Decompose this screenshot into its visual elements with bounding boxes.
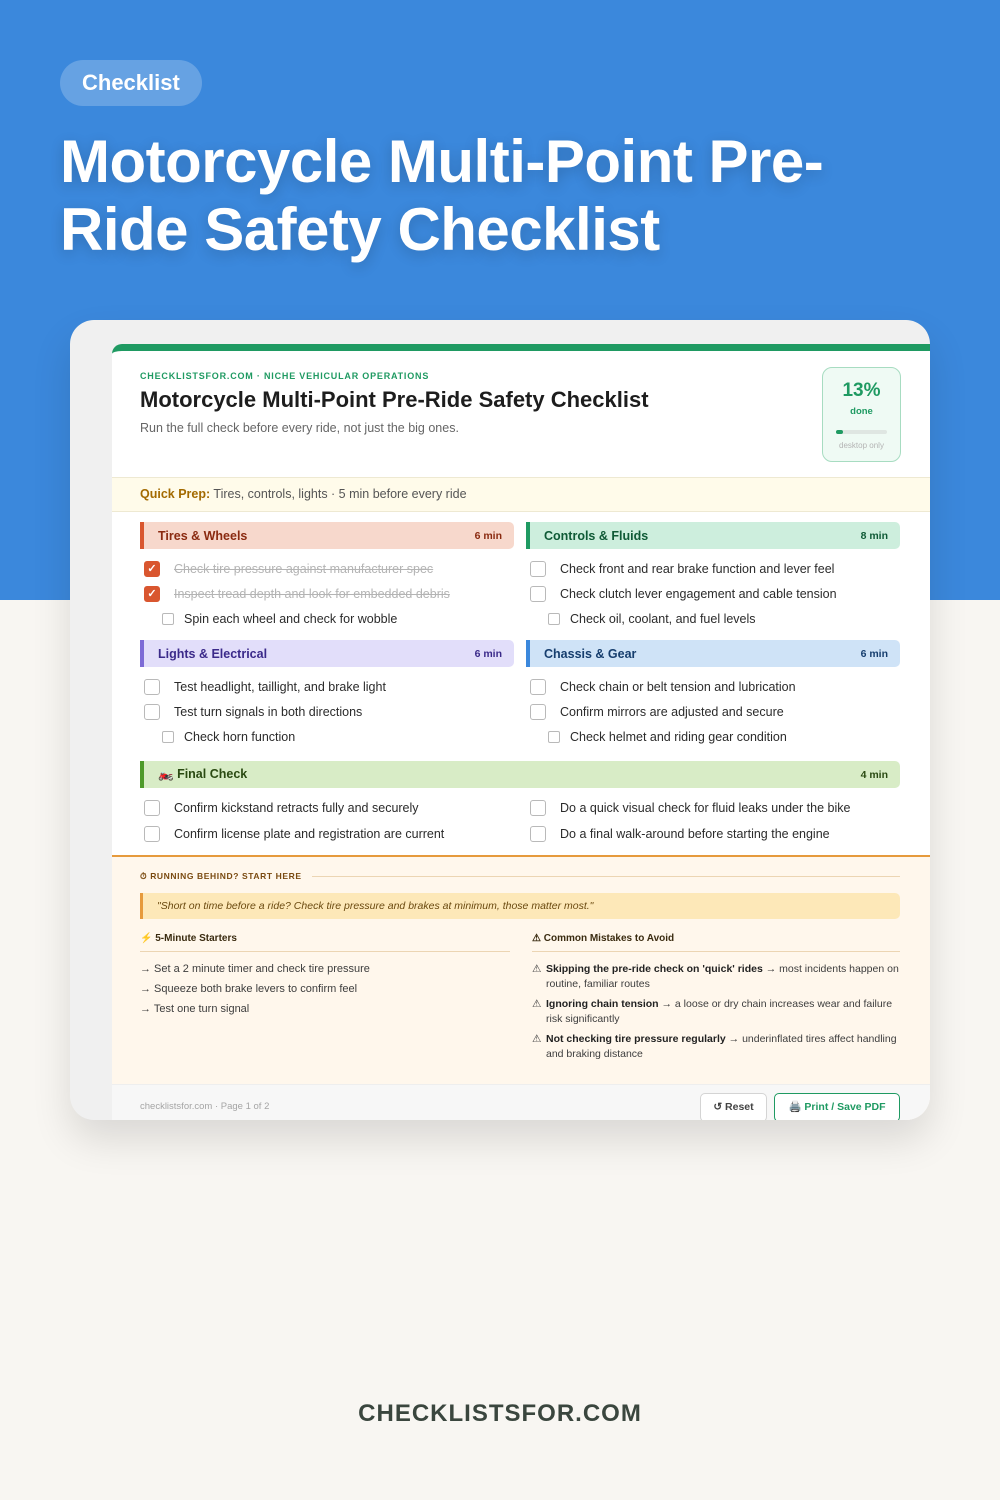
checklist-item-label: Check oil, coolant, and fuel levels <box>570 611 756 626</box>
warning-icon: ⚠ <box>532 998 542 1010</box>
warning-icon: ⚠ <box>532 1033 542 1045</box>
checklist-item[interactable] <box>526 606 900 631</box>
checkbox[interactable] <box>530 826 546 842</box>
mistake-title: Ignoring chain tension <box>546 998 659 1010</box>
checkbox[interactable] <box>144 826 160 842</box>
checkbox[interactable] <box>162 613 174 625</box>
motorcycle-icon: 🏍️ <box>158 767 174 781</box>
brand-footer: CHECKLISTSFOR.COM <box>358 1400 642 1427</box>
print-button[interactable]: 🖨️ Print / Save PDF <box>774 1093 900 1120</box>
checklist-item[interactable] <box>526 821 900 847</box>
running-behind-panel <box>112 855 930 1120</box>
checklist-item-label: Do a quick visual check for fluid leaks under the bike <box>560 801 851 815</box>
mistakes-title: ⚠ Common Mistakes to Avoid <box>532 933 900 952</box>
mistake-detail: → most incidents happen on routine, familiar routes <box>546 963 899 990</box>
checklist-item[interactable] <box>526 724 900 749</box>
section-items <box>526 556 900 631</box>
mistake-title: Not checking tire pressure regularly <box>546 1033 726 1045</box>
sheet-subtitle: Run the full check before every ride, not just the big ones. <box>140 421 459 435</box>
checklist-item-label: Check helmet and riding gear condition <box>570 729 787 744</box>
section-title: Chassis & Gear <box>544 646 637 661</box>
category-badge[interactable]: Checklist <box>60 60 202 106</box>
checkbox[interactable] <box>530 561 546 577</box>
mistake-title: Skipping the pre-ride check on 'quick' rides <box>546 963 763 975</box>
checklist-item-label: Do a final walk-around before starting the engine <box>560 827 830 841</box>
checklist-item[interactable] <box>140 606 514 631</box>
checkbox[interactable] <box>144 704 160 720</box>
footer-page-info: checklistsfor.com · Page 1 of 2 <box>140 1101 270 1112</box>
quick-prep-bar <box>112 478 930 512</box>
section-final-check <box>140 761 900 847</box>
section-items <box>140 674 514 749</box>
mistakes-column <box>532 933 900 1062</box>
sheet-header <box>112 351 930 478</box>
checklist-item-label: Check clutch lever engagement and cable tension <box>560 586 837 601</box>
starter-item: → Squeeze both brake levers to confirm feel <box>140 983 358 995</box>
checkbox-checked[interactable] <box>144 586 160 602</box>
section-time: 6 min <box>474 529 502 542</box>
checklist-item-label: Confirm mirrors are adjusted and secure <box>560 704 784 719</box>
checkbox[interactable] <box>548 613 560 625</box>
section-controls-fluids <box>526 522 900 631</box>
section-title: 🏍️ Final Check <box>158 767 248 781</box>
starters-column <box>140 933 510 1015</box>
warning-icon: ⚠ <box>532 963 542 975</box>
reset-button[interactable]: ↺ Reset <box>700 1093 767 1120</box>
checkbox[interactable] <box>144 679 160 695</box>
section-time: 6 min <box>860 647 888 660</box>
progress-bar-fill <box>836 430 843 434</box>
section-header <box>140 761 900 788</box>
checklist-item-label: Check front and rear brake function and lever feel <box>560 561 835 576</box>
final-check-left-items <box>140 795 526 847</box>
sheet-title: Motorcycle Multi-Point Pre-Ride Safety Checklist <box>140 387 649 412</box>
checklist-item[interactable] <box>140 795 526 821</box>
breadcrumb[interactable]: CHECKLISTSFOR.COM · NICHE VEHICULAR OPERATIONS <box>140 371 430 381</box>
checklist-item[interactable] <box>140 556 514 581</box>
section-header <box>526 522 900 549</box>
progress-bar <box>836 430 887 434</box>
section-header <box>140 522 514 549</box>
checklist-item-label: Confirm license plate and registration are current <box>174 827 445 841</box>
starters-list <box>140 964 510 1015</box>
section-items <box>526 674 900 749</box>
mistake-item <box>532 962 900 992</box>
mistake-detail: → a loose or dry chain increases wear and failure risk significantly <box>546 998 893 1025</box>
mistake-item <box>532 997 900 1027</box>
checkbox[interactable] <box>530 800 546 816</box>
checklist-item[interactable] <box>526 581 900 606</box>
checklist-item-label: Inspect tread depth and look for embedded debris <box>174 586 450 601</box>
checkmark-icon: ✓ <box>147 588 157 600</box>
checkbox[interactable] <box>144 800 160 816</box>
progress-card <box>822 367 901 462</box>
starter-item: → Test one turn signal <box>140 1003 250 1015</box>
starters-title: ⚡ 5-Minute Starters <box>140 933 510 952</box>
checklist-item-label: Test turn signals in both directions <box>174 704 363 719</box>
checklist-item[interactable] <box>526 699 900 724</box>
checkbox[interactable] <box>162 731 174 743</box>
sheet-footer <box>112 1084 930 1120</box>
section-time: 4 min <box>860 768 888 781</box>
checklist-item-label: Confirm kickstand retracts fully and securely <box>174 801 419 815</box>
section-items <box>140 556 514 631</box>
section-time: 8 min <box>860 529 888 542</box>
mistake-item <box>532 1032 900 1062</box>
checklist-sheet <box>112 344 930 1120</box>
checklist-item[interactable] <box>526 556 900 581</box>
section-title: Controls & Fluids <box>544 528 649 543</box>
checklist-item[interactable] <box>140 674 514 699</box>
progress-done-label: done <box>850 406 873 417</box>
checklist-item-label: Check chain or belt tension and lubrication <box>560 679 796 694</box>
tip-quote: "Short on time before a ride? Check tire pressure and brakes at minimum, those matter most." <box>140 893 900 919</box>
checklist-item[interactable] <box>140 699 514 724</box>
checklist-item[interactable] <box>526 795 900 821</box>
checklist-item-label: Check tire pressure against manufacturer spec <box>174 561 434 576</box>
checkmark-icon: ✓ <box>147 563 157 575</box>
checklist-item-label: Check horn function <box>184 729 296 744</box>
checklist-item[interactable] <box>526 674 900 699</box>
section-header <box>140 640 514 667</box>
progress-percent: 13% <box>842 380 881 401</box>
section-title: Lights & Electrical <box>158 646 268 661</box>
checklist-item[interactable] <box>140 724 514 749</box>
section-header <box>526 640 900 667</box>
preview-frame <box>70 320 930 1120</box>
checkbox[interactable] <box>530 586 546 602</box>
checklist-item[interactable] <box>140 581 514 606</box>
section-time: 6 min <box>474 647 502 660</box>
checklist-item-label: Spin each wheel and check for wobble <box>184 611 398 626</box>
quick-prep-label: Quick Prep: <box>140 487 211 501</box>
hero-title: Motorcycle Multi-Point Pre-Ride Safety Checklist <box>60 128 824 263</box>
checkbox[interactable] <box>548 731 560 743</box>
quick-prep-text: Tires, controls, lights · 5 min before every ride <box>213 487 467 501</box>
section-title: Tires & Wheels <box>158 528 248 543</box>
running-behind-label: ⏱ RUNNING BEHIND? START HERE <box>140 871 900 882</box>
checkbox[interactable] <box>530 704 546 720</box>
checklist-item-label: Test headlight, taillight, and brake light <box>174 679 386 694</box>
mistakes-list <box>532 962 900 1062</box>
checkbox[interactable] <box>530 679 546 695</box>
progress-note: desktop only <box>839 441 884 450</box>
section-chassis-gear <box>526 640 900 749</box>
section-tires-wheels <box>140 522 514 631</box>
checkbox-checked[interactable] <box>144 561 160 577</box>
mistake-detail: → underinflated tires affect handling and braking distance <box>546 1033 897 1060</box>
checklist-item[interactable] <box>140 821 526 847</box>
starter-item: → Set a 2 minute timer and check tire pressure <box>140 963 370 975</box>
final-check-right-items <box>526 795 900 847</box>
section-lights-electrical <box>140 640 514 749</box>
